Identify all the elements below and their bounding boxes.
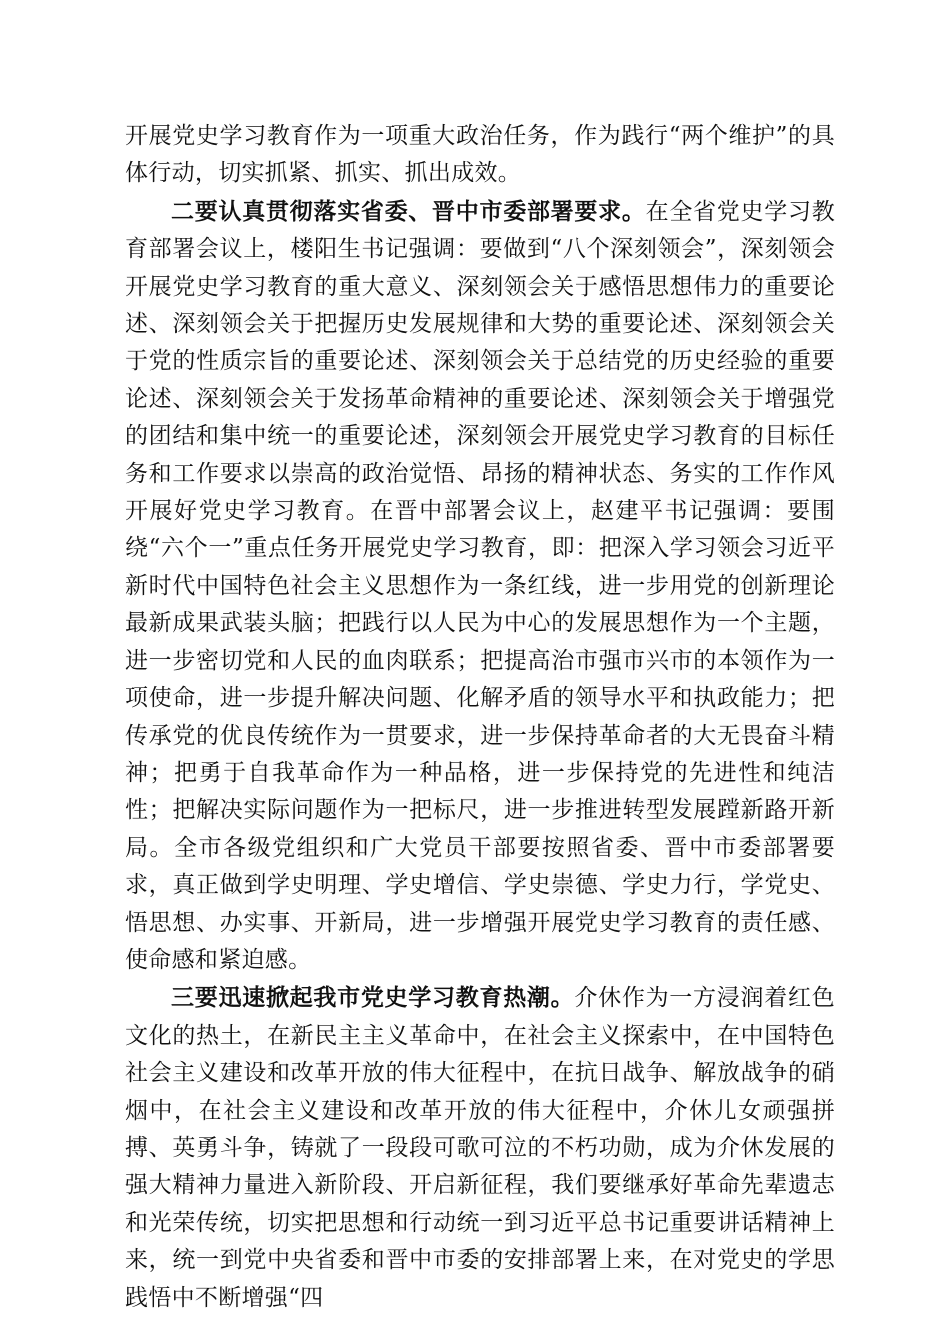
paragraph-3 bbox=[125, 979, 835, 1317]
paragraph-2 bbox=[125, 193, 835, 980]
paragraph-1-text: 开展党史学习教育作为一项重大政治任务，作为践行“两个维护”的具体行动，切实抓紧、抓实、抓出成效。 bbox=[125, 123, 835, 187]
paragraph-1 bbox=[125, 118, 835, 193]
document-body bbox=[125, 118, 835, 1317]
paragraph-2-heading: 二要认真贯彻落实省委、晋中市委部署要求。 bbox=[171, 197, 646, 225]
paragraph-3-text: 介休作为一方浸润着红色文化的热土，在新民主主义革命中，在社会主义探索中，在中国特色社会主义建设和改革开放的伟大征程中，在抗日战争、解放战争的硝烟中，在社会主义建设和改革开放的伟大征程中，介休儿女顽强拼搏、英勇斗争，铸就了一段段可歌可泣的不朽功勋，成为介休发展的强大精神力量进入新阶段、开启新征程，我们要继承好革命先辈遗志和光荣传统，切实把思想和行动统一到习近平总书记重要讲话精神上来，统一到党中央省委和晋中市委的安排部署上来，在对党史的学思践悟中不断增强“四 bbox=[125, 985, 835, 1311]
paragraph-3-heading: 三要迅速掀起我市党史学习教育热潮。 bbox=[171, 984, 575, 1012]
paragraph-2-text: 在全省党史学习教育部署会议上，楼阳生书记强调：要做到“八个深刻领会”，深刻领会开展党史学习教育的重大意义、深刻领会关于感悟思想伟力的重要论述、深刻领会关于把握历史发展规律和大势的重要论述、深刻领会关于党的性质宗旨的重要论述、深刻领会关于总结党的历史经验的重要论述、深刻领会关于发扬革命精神的重要论述、深刻领会关于增强党的团结和集中统一的重要论述，深刻领会开展党史学习教育的目标任务和工作要求以崇高的政治觉悟、昂扬的精神状态、务实的工作作风开展好党史学习教育。在晋中部署会议上，赵建平书记强调：要围绕“六个一”重点任务开展党史学习教育，即：把深入学习领会习近平新时代中国特色社会主义思想作为一条红线，进一步用党的创新理论最新成果武装头脑；把践行以人民为中心的发展思想作为一个主题，进一步密切党和人民的血肉联系；把提高治市强市兴市的本领作为一项使命，进一步提升解决问题、化解矛盾的领导水平和执政能力；把传承党的优良传统作为一贯要求，进一步保持革命者的大无畏奋斗精神；把勇于自我革命作为一种品格，进一步保持党的先进性和纯洁性；把解决实际问题作为一把标尺，进一步推进转型发展蹚新路开新局。全市各级党组织和广大党员干部要按照省委、晋中市委部署要求，真正做到学史明理、学史增信、学史崇德、学史力行，学党史、悟思想、办实事、开新局，进一步增强开展党史学习教育的责任感、使命感和紧迫感。 bbox=[125, 198, 835, 973]
